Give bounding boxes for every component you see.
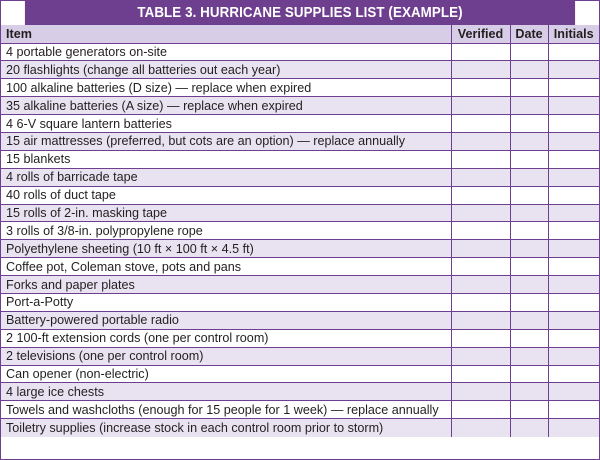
date-cell[interactable]	[510, 276, 548, 294]
table-row	[1, 401, 599, 419]
initials-cell[interactable]	[548, 97, 599, 115]
table-row	[1, 186, 599, 204]
initials-cell[interactable]	[548, 347, 599, 365]
item-cell: 4 6-V square lantern batteries	[1, 115, 451, 133]
table-row	[1, 276, 599, 294]
initials-cell[interactable]	[548, 150, 599, 168]
date-cell[interactable]	[510, 97, 548, 115]
item-cell: Polyethylene sheeting (10 ft × 100 ft × 4.5 ft)	[1, 240, 451, 258]
table-row	[1, 168, 599, 186]
date-cell[interactable]	[510, 401, 548, 419]
verified-cell[interactable]	[451, 150, 510, 168]
verified-cell[interactable]	[451, 168, 510, 186]
initials-cell[interactable]	[548, 311, 599, 329]
verified-cell[interactable]	[451, 293, 510, 311]
item-cell: Battery-powered portable radio	[1, 311, 451, 329]
verified-cell[interactable]	[451, 347, 510, 365]
table-row	[1, 347, 599, 365]
verified-cell[interactable]	[451, 240, 510, 258]
table-row	[1, 329, 599, 347]
verified-cell[interactable]	[451, 401, 510, 419]
item-cell: 15 air mattresses (preferred, but cots are an option) — replace annually	[1, 132, 451, 150]
item-cell: 15 rolls of 2-in. masking tape	[1, 204, 451, 222]
verified-cell[interactable]	[451, 97, 510, 115]
table-row	[1, 240, 599, 258]
date-cell[interactable]	[510, 43, 548, 61]
date-cell[interactable]	[510, 186, 548, 204]
table-body	[1, 43, 599, 437]
initials-cell[interactable]	[548, 115, 599, 133]
item-cell: 2 televisions (one per control room)	[1, 347, 451, 365]
initials-cell[interactable]	[548, 61, 599, 79]
verified-cell[interactable]	[451, 222, 510, 240]
date-cell[interactable]	[510, 365, 548, 383]
item-cell: Forks and paper plates	[1, 276, 451, 294]
item-cell: Coffee pot, Coleman stove, pots and pans	[1, 258, 451, 276]
initials-cell[interactable]	[548, 329, 599, 347]
table-row	[1, 365, 599, 383]
table-title: TABLE 3. HURRICANE SUPPLIES LIST (EXAMPLE)	[25, 1, 575, 25]
item-cell: Toiletry supplies (increase stock in each control room prior to storm)	[1, 419, 451, 437]
item-cell: 40 rolls of duct tape	[1, 186, 451, 204]
table-row	[1, 61, 599, 79]
date-cell[interactable]	[510, 383, 548, 401]
item-cell: 4 large ice chests	[1, 383, 451, 401]
initials-cell[interactable]	[548, 186, 599, 204]
initials-cell[interactable]	[548, 276, 599, 294]
date-cell[interactable]	[510, 79, 548, 97]
initials-cell[interactable]	[548, 43, 599, 61]
table-row	[1, 258, 599, 276]
table-row	[1, 222, 599, 240]
verified-cell[interactable]	[451, 186, 510, 204]
initials-cell[interactable]	[548, 79, 599, 97]
item-cell: 100 alkaline batteries (D size) — replace when expired	[1, 79, 451, 97]
supplies-table	[1, 25, 599, 437]
table-row	[1, 150, 599, 168]
date-cell[interactable]	[510, 240, 548, 258]
table-row	[1, 43, 599, 61]
verified-cell[interactable]	[451, 311, 510, 329]
date-cell[interactable]	[510, 329, 548, 347]
date-cell[interactable]	[510, 204, 548, 222]
table-row	[1, 204, 599, 222]
item-cell: Port-a-Potty	[1, 293, 451, 311]
item-cell: 15 blankets	[1, 150, 451, 168]
column-header-initials: Initials	[548, 25, 599, 43]
initials-cell[interactable]	[548, 204, 599, 222]
item-cell: 3 rolls of 3/8-in. polypropylene rope	[1, 222, 451, 240]
initials-cell[interactable]	[548, 293, 599, 311]
table-row	[1, 293, 599, 311]
item-cell: 2 100-ft extension cords (one per control room)	[1, 329, 451, 347]
verified-cell[interactable]	[451, 365, 510, 383]
verified-cell[interactable]	[451, 419, 510, 437]
verified-cell[interactable]	[451, 115, 510, 133]
column-header-date: Date	[510, 25, 548, 43]
verified-cell[interactable]	[451, 383, 510, 401]
item-cell: 4 portable generators on-site	[1, 43, 451, 61]
verified-cell[interactable]	[451, 79, 510, 97]
verified-cell[interactable]	[451, 258, 510, 276]
date-cell[interactable]	[510, 150, 548, 168]
item-cell: 20 flashlights (change all batteries out each year)	[1, 61, 451, 79]
initials-cell[interactable]	[548, 401, 599, 419]
date-cell[interactable]	[510, 168, 548, 186]
verified-cell[interactable]	[451, 132, 510, 150]
table-row	[1, 311, 599, 329]
table-row	[1, 79, 599, 97]
table-row	[1, 97, 599, 115]
verified-cell[interactable]	[451, 329, 510, 347]
date-cell[interactable]	[510, 258, 548, 276]
initials-cell[interactable]	[548, 132, 599, 150]
column-header-verified: Verified	[451, 25, 510, 43]
date-cell[interactable]	[510, 115, 548, 133]
table-row	[1, 383, 599, 401]
column-header-item: Item	[1, 25, 451, 43]
item-cell: Towels and washcloths (enough for 15 people for 1 week) — replace annually	[1, 401, 451, 419]
initials-cell[interactable]	[548, 240, 599, 258]
initials-cell[interactable]	[548, 365, 599, 383]
verified-cell[interactable]	[451, 276, 510, 294]
column-header-row	[1, 25, 599, 43]
date-cell[interactable]	[510, 347, 548, 365]
initials-cell[interactable]	[548, 168, 599, 186]
date-cell[interactable]	[510, 132, 548, 150]
item-cell: 35 alkaline batteries (A size) — replace when expired	[1, 97, 451, 115]
table-row	[1, 132, 599, 150]
table-row	[1, 419, 599, 437]
initials-cell[interactable]	[548, 258, 599, 276]
initials-cell[interactable]	[548, 383, 599, 401]
date-cell[interactable]	[510, 61, 548, 79]
date-cell[interactable]	[510, 419, 548, 437]
initials-cell[interactable]	[548, 222, 599, 240]
verified-cell[interactable]	[451, 61, 510, 79]
table-row	[1, 115, 599, 133]
verified-cell[interactable]	[451, 43, 510, 61]
item-cell: Can opener (non-electric)	[1, 365, 451, 383]
date-cell[interactable]	[510, 222, 548, 240]
verified-cell[interactable]	[451, 204, 510, 222]
initials-cell[interactable]	[548, 419, 599, 437]
date-cell[interactable]	[510, 311, 548, 329]
date-cell[interactable]	[510, 293, 548, 311]
item-cell: 4 rolls of barricade tape	[1, 168, 451, 186]
